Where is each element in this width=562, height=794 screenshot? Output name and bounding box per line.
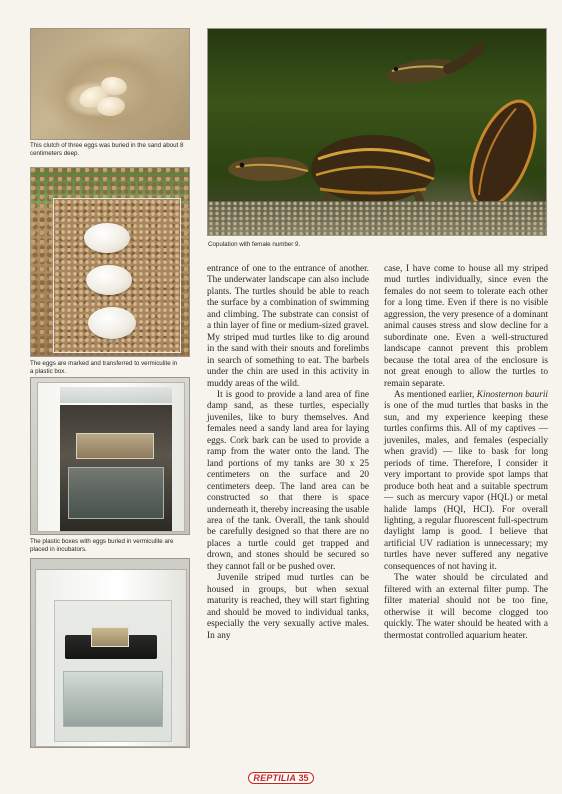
article-column-right bbox=[384, 264, 548, 642]
footer-badge bbox=[248, 772, 313, 784]
turtle-leg bbox=[448, 47, 480, 69]
egg-shape bbox=[88, 307, 136, 339]
egg-shape bbox=[84, 223, 130, 253]
egg-box-top bbox=[76, 433, 154, 459]
page-footer bbox=[0, 772, 562, 784]
incubator-interior bbox=[60, 405, 172, 531]
incubator-body bbox=[35, 569, 187, 747]
paragraph-body: is one of the mud turtles that basks in the sun, and my experience keeping these turtles confirms this. All of my captives — juveniles, males, and females (especially when gravid) — like to bask for long periods of time. Therefore, I consider it very important to provide spot lamps that produce both heat and a suitable spectrum — such as mercury vapor (HQL) or metal halide lamps (HQI, HCI). For overall lighting, a regular fluorescent full-spectrum daylight lamp is good. I believe that artificial UV radiation is unnecessary; my turtles have never suffered any negative consequences of not having it. bbox=[384, 401, 548, 572]
water-tank bbox=[63, 671, 163, 727]
egg-box bbox=[91, 627, 129, 647]
caption-incubators: The plastic boxes with eggs buried in vermiculite are placed in incubators. bbox=[30, 538, 174, 553]
caption-sand-eggs: This clutch of three eggs was buried in the sand about 8 centimeters deep. bbox=[30, 142, 184, 157]
article-paragraph: It is good to provide a land area of fine damp sand, as these turtles, especially juveniles, like to bury themselves. And females need a sandy land area for laying eggs. Cork bark can be used to provide a ramp from the water onto the land. The land portions of my tanks are 30 x 25 centimeters on the surface and 20 centimeters deep. The land area can be constructed so that there is space underneath it, thereby increasing the usable area of the tank. Overall, the tank should be carefully designed so that there are no places a turtle could get trapped and drown, and stones should be secured so they cannot fall or be pushed over. bbox=[207, 389, 369, 572]
photo-eggs-in-sand bbox=[30, 28, 190, 140]
photo-incubator-open bbox=[30, 377, 190, 535]
article-paragraph bbox=[384, 390, 548, 573]
turtle-eye bbox=[240, 163, 245, 168]
magazine-brand: REPTILIA bbox=[253, 773, 297, 783]
caption-copulation: Copulation with female number 9. bbox=[208, 241, 301, 248]
species-name: Kinosternon baurii bbox=[476, 389, 548, 400]
article-paragraph: case, I have come to house all my striped mud turtles individually, since even the females do not seem to tolerate each other for a long time. Even if there is no visible aggression, the very presence of a dominant animal causes stress and slow decline for a subordinate one. Even a well-structured landscape cannot prevent this problem because the total area of the enclosure is not great enough to allow the turtles to remain separate. bbox=[384, 264, 548, 389]
article-paragraph: Juvenile striped mud turtles can be housed in groups, but when sexual maturity is reached, they will start fighting and should be moved to individual tanks, especially the very sexually active males. In any bbox=[207, 573, 369, 641]
caption-marked-eggs: The eggs are marked and transferred to vermiculite in a plastic box. bbox=[30, 360, 178, 375]
article-paragraph: entrance of one to the entrance of another. The underwater landscape can also include plants. The turtles should be able to reach the surface by a combination of swimming and climbing. The substrate can consist of a thin layer of fine or medium-sized gravel. My striped mud turtles like to dig around in the sand with their snouts and forelimbs in search of something to eat. The barbels under the chin are used in this activity in muddy areas of the wild. bbox=[207, 264, 369, 389]
egg-shape bbox=[96, 96, 126, 117]
photo-incubator-second bbox=[30, 558, 190, 748]
incubator-body bbox=[37, 382, 185, 532]
article-paragraph: The water should be circulated and filtered with an external filter pump. The filter material should not be too fine, otherwise it will become clogged too quickly. The water should be heated with a thermostat controlled aquarium heater. bbox=[384, 573, 548, 641]
turtle-eye bbox=[394, 67, 398, 71]
page-number: 35 bbox=[298, 773, 309, 783]
water-tank bbox=[68, 467, 164, 519]
photo-turtles-mating bbox=[207, 28, 547, 236]
paragraph-lead: As mentioned earlier, bbox=[394, 389, 477, 400]
glass-lid bbox=[60, 387, 172, 403]
egg-shape bbox=[86, 265, 132, 295]
gravel-substrate bbox=[208, 201, 546, 235]
photo-eggs-in-vermiculite bbox=[30, 167, 190, 357]
incubator-interior bbox=[54, 600, 172, 742]
article-column-middle bbox=[207, 264, 369, 642]
plastic-box bbox=[53, 198, 181, 353]
